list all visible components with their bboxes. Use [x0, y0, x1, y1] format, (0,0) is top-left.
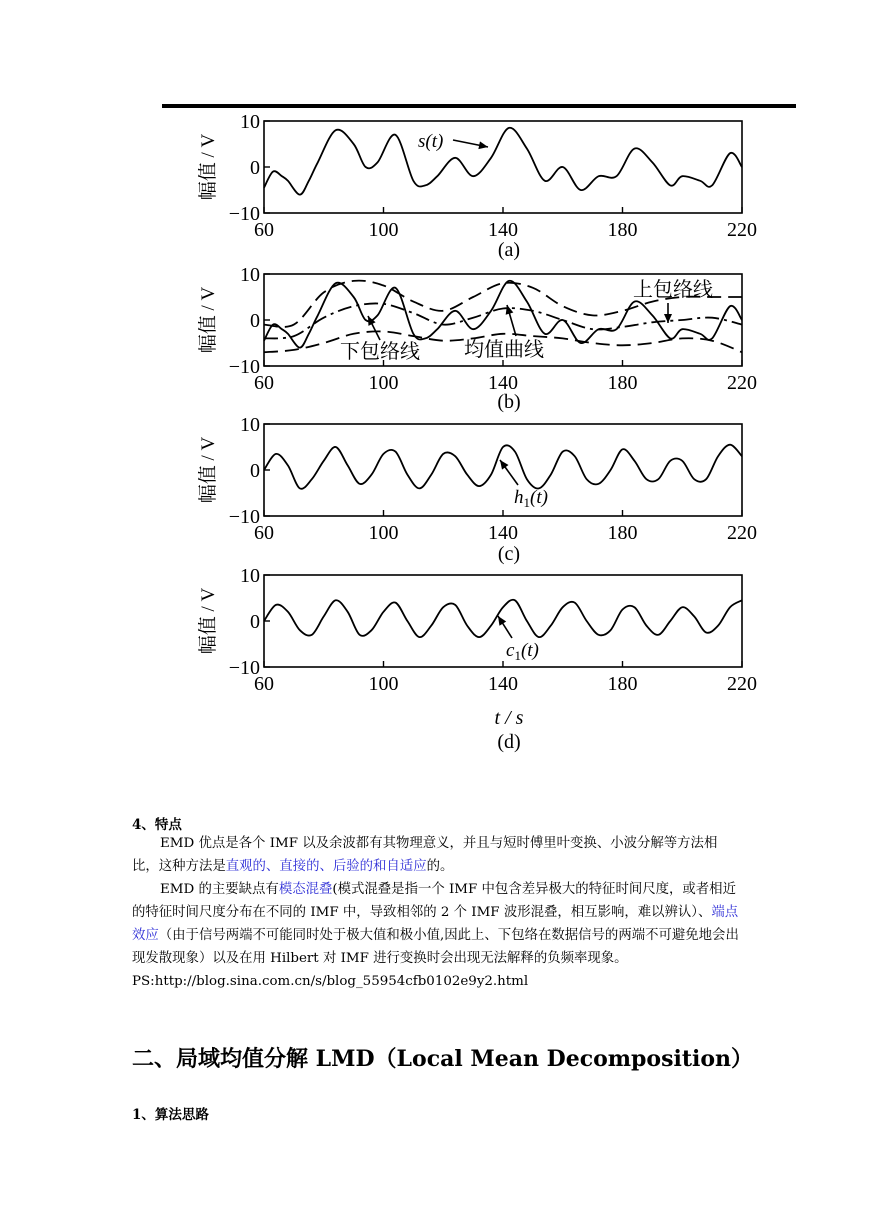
y-tick-label: 0 — [250, 310, 260, 332]
y-tick-label: 0 — [250, 460, 260, 482]
x-axis-label: t / s — [494, 707, 524, 729]
chart-panel-d — [197, 565, 757, 753]
x-tick-label: 220 — [727, 522, 757, 544]
annotation-mean-curve: 均值曲线 — [464, 337, 544, 361]
y-axis-label: 幅值 / V — [198, 286, 219, 354]
x-tick-label: 180 — [607, 219, 638, 241]
paragraph-disadvantages — [132, 878, 739, 970]
y-tick-label: 10 — [240, 565, 260, 587]
annotation-upper-envelope: 上包络线 — [633, 277, 713, 301]
y-tick-label: −10 — [228, 203, 260, 225]
x-tick-label: 60 — [254, 673, 274, 695]
paragraph-advantages — [132, 832, 739, 878]
x-tick-label: 100 — [368, 372, 399, 394]
x-tick-label: 180 — [607, 522, 638, 544]
annotation-h1-t-arrow-head — [500, 460, 509, 470]
x-tick-label: 220 — [727, 219, 757, 241]
panel-caption: (a) — [497, 239, 521, 261]
y-tick-label: −10 — [228, 657, 260, 679]
x-tick-label: 220 — [727, 372, 757, 394]
section-lmd-sub-heading: 1、算法思路 — [132, 1107, 209, 1123]
x-tick-label: 100 — [368, 673, 399, 695]
section-4-heading: 4、特点 — [132, 817, 182, 833]
p1-text-b: 的。 — [426, 859, 454, 874]
y-axis-label: 幅值 / V — [198, 133, 219, 201]
panel-caption: (b) — [497, 391, 521, 413]
annotation-c1-t: $c_1(t)$ — [506, 640, 539, 663]
plot-frame — [264, 424, 742, 516]
x-tick-label: 100 — [368, 522, 399, 544]
x-tick-label: 60 — [254, 219, 274, 241]
y-tick-label: 0 — [250, 157, 260, 179]
x-tick-label: 60 — [254, 372, 274, 394]
p2-text-b: (模式混叠是指一个 IMF 中包含差异极大的特征时间尺度，或者相近的特征时间尺度分布在不同的 IMF 中，导致相邻的 2 个 IMF 波形混叠，相互影响，难以辨认）、 — [132, 882, 736, 920]
p1-text-a: EMD 优点是各个 IMF 以及余波都有其物理意义，并且与短时傅里叶变换、小波分解等方法相比，这种方法是 — [132, 836, 718, 874]
y-tick-label: −10 — [228, 356, 260, 378]
x-tick-label: 180 — [607, 372, 638, 394]
annotation-h1-t: $h_1(t)$ — [514, 487, 548, 510]
series-line-d-0 — [264, 600, 742, 637]
section-lmd-heading: 二、局域均值分解 LMD（Local Mean Decomposition） — [132, 1046, 754, 1072]
x-tick-label: 180 — [607, 673, 638, 695]
chart-panel-a — [197, 111, 757, 261]
ps-link-line: PS:http://blog.sina.com.cn/s/blog_55954cfb0102e9y2.html — [132, 974, 529, 989]
y-tick-label: 0 — [250, 611, 260, 633]
y-axis-label: 幅值 / V — [198, 436, 219, 504]
annotation-c1-t-arrow-head — [498, 616, 506, 626]
p2-link-end-effect[interactable]: 端点效应 — [132, 905, 739, 943]
annotation-mean-curve-arrow-head — [506, 305, 514, 315]
p2-text-a: EMD 的主要缺点有 — [160, 882, 279, 897]
y-tick-label: 10 — [240, 264, 260, 286]
x-tick-label: 140 — [488, 219, 518, 241]
chart-panel-c — [197, 414, 757, 565]
panel-caption: (c) — [497, 543, 521, 565]
x-tick-label: 140 — [488, 372, 518, 394]
x-tick-label: 100 — [368, 219, 399, 241]
y-tick-label: 10 — [240, 111, 260, 133]
x-tick-label: 220 — [727, 673, 757, 695]
x-tick-label: 140 — [488, 522, 518, 544]
annotation-s-t: s(t) — [418, 131, 444, 152]
section-4-body — [132, 832, 739, 993]
x-tick-label: 60 — [254, 522, 274, 544]
y-axis-label: 幅值 / V — [198, 587, 219, 655]
y-tick-label: −10 — [228, 506, 260, 528]
x-tick-label: 140 — [488, 673, 518, 695]
p2-link-mode-mixing[interactable]: 模态混叠 — [278, 882, 333, 897]
p2-text-c: （由于信号两端不可能同时处于极大值和极小值,因此上、下包络在数据信号的两端不可避免地会出现发散现象）以及在用 Hilbert 对 IMF 进行变换时会出现无法解释的负频率现象。 — [132, 928, 739, 966]
series-line-a-0 — [264, 128, 742, 195]
panel-caption: (d) — [497, 731, 521, 753]
annotation-s-t-arrow-head — [478, 141, 488, 149]
p1-link[interactable]: 直观的、直接的、后验的和自适应 — [225, 859, 427, 874]
annotation-lower-envelope: 下包络线 — [340, 339, 420, 363]
y-tick-label: 10 — [240, 414, 260, 436]
